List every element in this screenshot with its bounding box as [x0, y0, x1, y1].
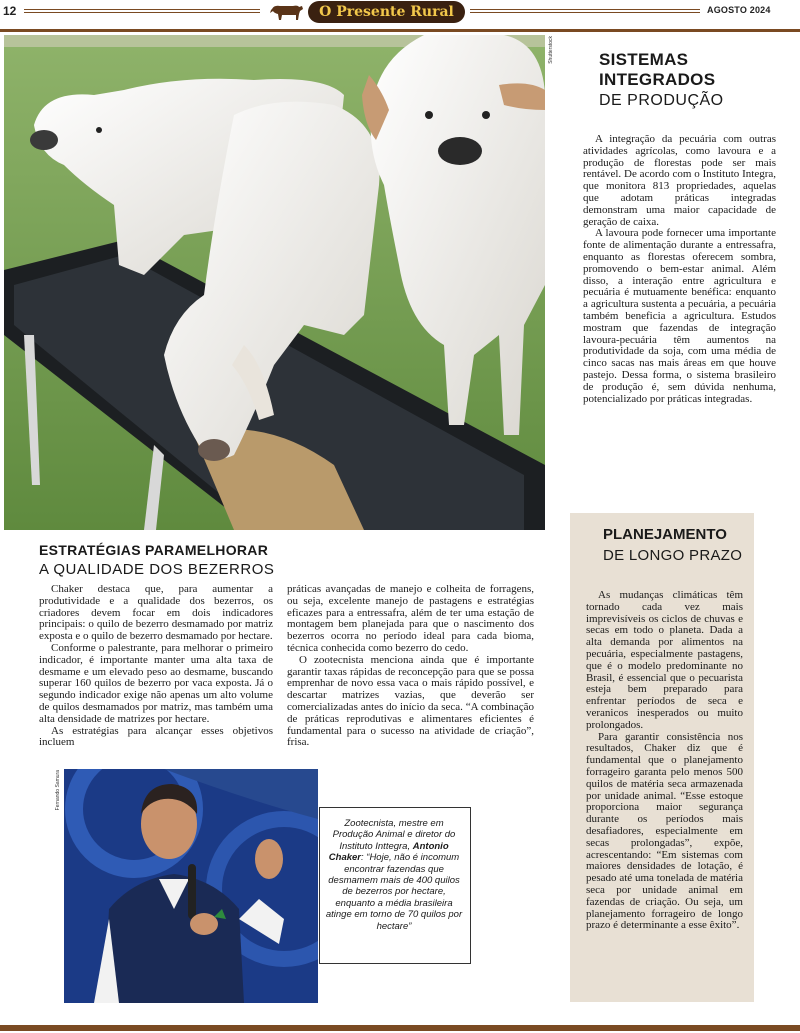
- cattle-feeding-photo: [4, 35, 545, 530]
- photo-credit: Shutterstock: [548, 36, 554, 64]
- estrategias-heading: ESTRATÉGIAS PARAMELHORAR: [39, 542, 269, 558]
- page-number: 12: [3, 4, 17, 18]
- planejamento-body: [586, 590, 743, 932]
- planejamento-heading: PLANEJAMENTO: [603, 526, 727, 543]
- estrategias-subheading: A QUALIDADE DOS BEZERROS: [39, 561, 275, 578]
- cattle-illustration: [4, 35, 545, 530]
- speaker-illustration: [64, 769, 318, 1003]
- portrait-caption: [325, 818, 463, 932]
- estrategias-column-1: [39, 584, 273, 749]
- estrategias-paragraph: As estratégias para alcançar esses objetivos incluem: [39, 724, 273, 749]
- estrategias-paragraph: O zootecnista menciona ainda que é importante garantir taxas rápidas de reconcepção para que se possa emprenhar de novo essa vaca o mais rápido possível, e descartar matrizes vazias, que deverão ser comercializadas antes do início da seca. “A combinação de práticas reprodutivas e alimentares eficientes é fundamental para o sucesso na atividade de criação”, frisa.: [287, 653, 534, 749]
- estrategias-paragraph-continued: práticas avançadas de manejo e colheita de forragens, ou seja, excelente manejo de pastagens e estratégias eficazes para a entressafra, além de ter uma estação de montagem bem planejada para que o nascimento dos bezerros ocorra no período ideal para cada bioma, técnica conhecida como bezerro do cedo.: [287, 583, 534, 654]
- issue-date: AGOSTO 2024: [707, 5, 771, 15]
- planejamento-paragraph: Para garantir consistência nos resultados, Chaker diz que é fundamental que o planejamento forrageiro garanta pelo menos 500 quilos de matéria seca armazenada por unidade animal. “Esse estoque proporciona maior segurança durante os períodos mais desafiadores, especialmente em secas prolongadas”, expõe, acrescentando: “Em sistemas com maiores densidades de lotação, é pesado até uma tonelada de matéria seca por unidade animal em fazendas de criação. Ou seja, um planejamento forrageiro de longo prazo é determinante a esse êxito”.: [586, 730, 743, 932]
- sistemas-paragraph: A integração da pecuária com outras atividades agrícolas, como lavoura e a produção de florestas pode ser mais rentável. De acordo com o Instituto Integra, que monitora 813 propriedades, aquelas que adotam práticas integradas demonstram uma maior capacidade de geração de caixa.: [583, 133, 776, 228]
- planejamento-paragraph: As mudanças climáticas têm tornado cada vez mais imprevisíveis os ciclos de chuvas e secas em todo o planeta. Dada a alta demanda por alimentos na pecuária, especialmente pastagens, que é o modelo predominante no Brasil, é essencial que o pecuarista esteja bem preparado para enfrentar períodos de seca e veranicos inesperados ou muito prolongados.: [586, 589, 743, 731]
- sistemas-heading: SISTEMAS INTEGRADOS: [599, 50, 716, 89]
- estrategias-column-2: [287, 584, 534, 749]
- sistemas-body: [583, 134, 776, 405]
- top-divider: [0, 29, 800, 32]
- caption-quote: : “Hoje, não é incomum encontrar fazendas que desmamem mais de 400 quilos de bezerros por hectare, enquanto a média brasileira atinge em torno de 70 quilos por hectare”: [325, 852, 463, 932]
- sistemas-subheading: DE PRODUÇÃO: [599, 92, 724, 109]
- cow-logo-icon: [268, 1, 304, 23]
- caption-name: Antonio Chaker: [328, 840, 449, 864]
- page-header: [0, 0, 800, 28]
- planejamento-subheading: DE LONGO PRAZO: [603, 547, 743, 564]
- portrait-credit: Fernando Samura: [55, 770, 61, 811]
- brand-logo: O Presente Rural: [308, 1, 465, 23]
- sistemas-paragraph: A lavoura pode fornecer uma importante fonte de alimentação durante a entressafra, enquanto as florestas oferecem sombra, promovendo o bem-estar animal. Além disso, a interação entre agricultura e pecuária é mutuamente benéfica: enquanto a agricultura sustenta a pecuária, a pecuária também beneficia a agricultura. Estudos mostram que fazendas de integração lavoura-pecuária têm aumentos na produtividade da soja, com uma média de cinco sacas nas mais áreas em que houve pastejo. Dessa forma, o sistema brasileiro de produção é, sem dúvida nenhuma, potencializado por práticas integradas.: [583, 227, 776, 405]
- bottom-divider: [0, 1025, 800, 1031]
- header-rule-right: [470, 9, 700, 13]
- header-rule-left: [24, 9, 260, 13]
- caption-intro: Zootecnista, mestre em Produção Animal e diretor do Instituto Inttegra,: [332, 818, 456, 852]
- estrategias-paragraph: Conforme o palestrante, para melhorar o primeiro indicador, é importante manter uma alta taxa de desmame e um elevado peso ao desmame, buscando superar 160 quilos de bezerro por vaca exposta. Já o segundo indicador exige não apenas um alto volume de quilos desmamados por matriz, mas também uma alta densidade de matrizes por hectare.: [39, 641, 273, 725]
- estrategias-paragraph: Chaker destaca que, para aumentar a produtividade e a qualidade dos bezerros, os criadores devem focar em dois indicadores principais: o quilo de bezerro desmamado por matriz exposta e o quilo de bezerro desmamado por hectare.: [39, 583, 273, 643]
- speaker-photo: [64, 769, 318, 1003]
